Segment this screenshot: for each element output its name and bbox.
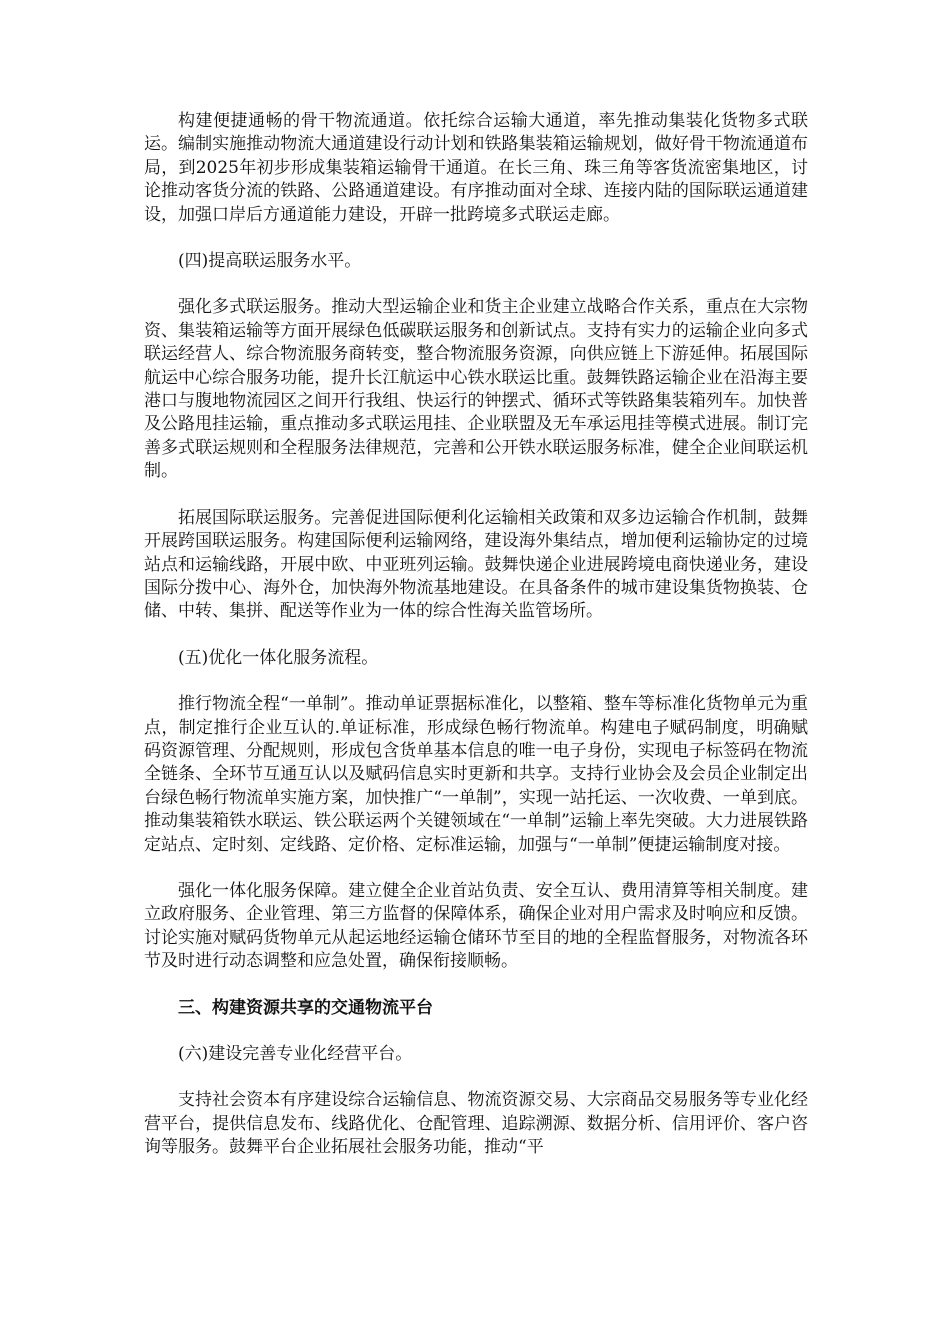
paragraph-multimodal-services: 强化多式联运服务。推动大型运输企业和货主企业建立战略合作关系，重点在大宗物资、集装箱运输等方面开展绿色低碳联运服务和创新试点。支持有实力的运输企业向多式联运经营人、综合物流服务商转变，整合物流服务资源，向供应链上下游延伸。拓展国际航运中心综合服务功能，提升长江航运中心铁水联运比重。鼓舞铁路运输企业在沿海主要港口与腹地物流园区之间开行我组、快运行的钟摆式、循环式等铁路集装箱列车。加快普及公路甩挂运输，重点推动多式联运甩挂、企业联盟及无车承运甩挂等模式进展。制订完善多式联运规则和全程服务法律规范，完善和公开铁水联运服务标准，健全企业间联运机制。 [144,297,808,482]
document-page [144,110,808,1183]
paragraph-single-document-system: 推行物流全程“一单制”。推动单证票据标准化，以整箱、整车等标准化货物单元为重点，制定推行企业互认的.单证标准，形成绿色畅行物流单。构建电子赋码制度，明确赋码资源管理、分配规则，形成包含货单基本信息的唯一电子身份，实现电子标签码在物流全链条、全环节互通互认以及赋码信息实时更新和共享。支持行业协会及会员企业制定出台绿色畅行物流单实施方案，加快推广“一单制”，实现一站托运、一次收费、一单到底。推动集装箱铁水联运、铁公联运两个关键领域在“一单制”运输上率先突破。大力进展铁路定站点、定时刻、定线路、定价格、定标准运输，加强与“一单制”便捷运输制度对接。 [144,694,808,855]
subheading-section-4: (四)提高联运服务水平。 [178,251,362,272]
paragraph-international-services: 拓展国际联运服务。完善促进国际便利化运输相关政策和双多边运输合作机制，鼓舞开展跨国联运服务。构建国际便利运输网络，建设海外集结点，增加便利运输协定的过境站点和运输线路，开展中欧、中亚班列运输。鼓舞快递企业进展跨境电商快递业务，建设国际分拨中心、海外仓，加快海外物流基地建设。在具备条件的城市建设集货物换装、仓储、中转、集拼、配送等作业为一体的综合性海关监管场所。 [144,507,808,622]
section-heading-3: 三、构建资源共享的交通物流平台 [178,997,433,1018]
subheading-section-5: (五)优化一体化服务流程。 [178,647,379,668]
paragraph-specialized-platforms: 支持社会资本有序建设综合运输信息、物流资源交易、大宗商品交易服务等专业化经营平台，提供信息发布、线路优化、仓配管理、追踪溯源、数据分析、信用评价、客户咨询等服务。鼓舞平台企业拓展社会服务功能，推动“平 [144,1090,808,1158]
subheading-section-6: (六)建设完善专业化经营平台。 [178,1044,413,1064]
paragraph-integrated-service-guarantee: 强化一体化服务保障。建立健全企业首站负责、安全互认、费用清算等相关制度。建立政府服务、企业管理、第三方监督的保障体系，确保企业对用户需求及时响应和反馈。讨论实施对赋码货物单元从起运地经运输仓储环节至目的地的全程监督服务，对物流各环节及时进行动态调整和应急处置，确保衔接顺畅。 [144,880,808,972]
paragraph-backbone-channels: 构建便捷通畅的骨干物流通道。依托综合运输大通道，率先推动集装化货物多式联运。编制实施推动物流大通道建设行动计划和铁路集装箱运输规划，做好骨干物流通道布局，到2025年初步形成集装箱运输骨干通道。在长三角、珠三角等客货流密集地区，讨论推动客货分流的铁路、公路通道建设。有序推动面对全球、连接内陆的国际联运通道建设，加强口岸后方通道能力建设，开辟一批跨境多式联运走廊。 [144,111,808,225]
